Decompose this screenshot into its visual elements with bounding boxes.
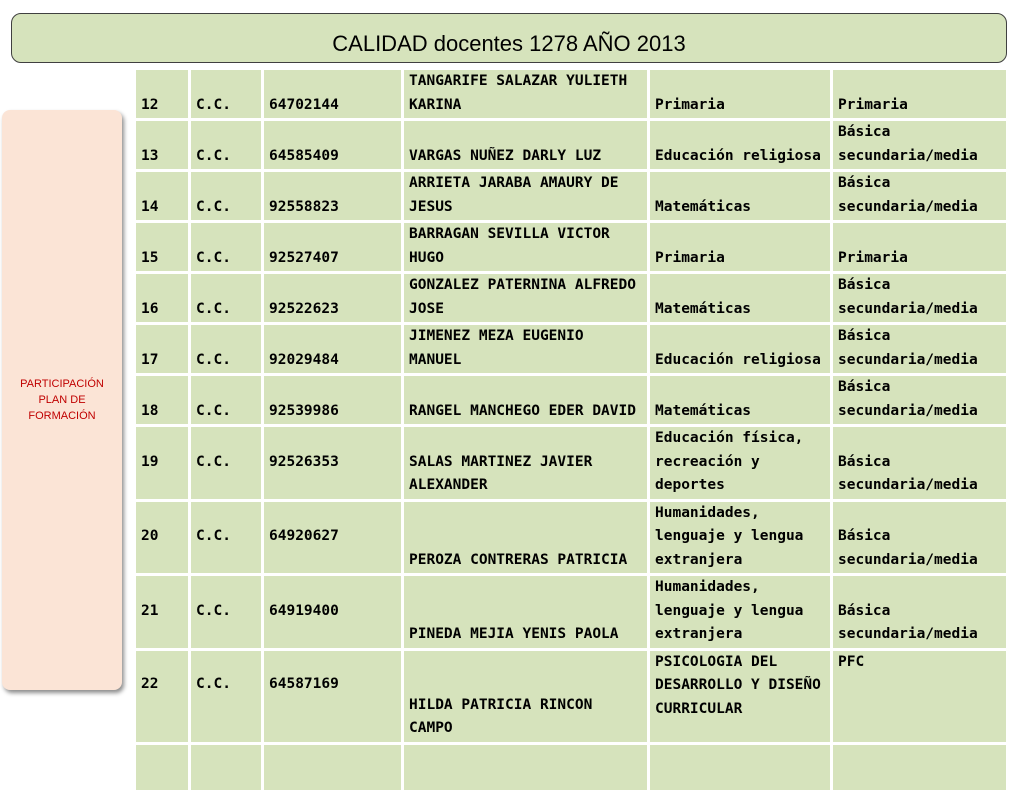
document-type: C.C. [190,222,263,273]
document-type: C.C. [190,273,263,324]
empty-cell [263,743,403,791]
teaching-area: Primaria [649,69,832,120]
table-row [135,120,1008,171]
document-number: 64919400 [263,575,403,650]
table-row [135,222,1008,273]
teaching-area: Educación física, recreación y deportes [649,426,832,501]
document-number: 64587169 [263,649,403,743]
document-type: C.C. [190,171,263,222]
document-type: C.C. [190,649,263,743]
teacher-name: TANGARIFE SALAZAR YULIETH KARINA [403,69,649,120]
title-bar [11,13,1007,63]
document-type: C.C. [190,69,263,120]
document-number: 92522623 [263,273,403,324]
document-type: C.C. [190,324,263,375]
document-type: C.C. [190,120,263,171]
table-row [135,500,1008,575]
education-level: Básica secundaria/media [832,273,1008,324]
table-row [135,575,1008,650]
row-number: 16 [135,273,190,324]
side-label: PARTICIPACIÓN PLAN DE FORMACIÓN [20,378,104,422]
document-number: 92527407 [263,222,403,273]
teaching-area: Educación religiosa [649,120,832,171]
row-number: 14 [135,171,190,222]
teacher-name: RANGEL MANCHEGO EDER DAVID [403,375,649,426]
teaching-area: Humanidades, lenguaje y lengua extranjera [649,500,832,575]
document-type: C.C. [190,426,263,501]
education-level: PFC [832,649,1008,743]
document-number: 92558823 [263,171,403,222]
education-level: Básica secundaria/media [832,500,1008,575]
teaching-area: Primaria [649,222,832,273]
teacher-name: HILDA PATRICIA RINCON CAMPO [403,649,649,743]
row-number: 19 [135,426,190,501]
education-level: Básica secundaria/media [832,120,1008,171]
teacher-name: JIMENEZ MEZA EUGENIO MANUEL [403,324,649,375]
row-number: 13 [135,120,190,171]
empty-cell [135,743,190,791]
teacher-name: PEROZA CONTRERAS PATRICIA [403,500,649,575]
table-row [135,375,1008,426]
row-number: 17 [135,324,190,375]
table-row [135,273,1008,324]
document-type: C.C. [190,500,263,575]
docentes-table [133,67,1009,793]
document-type: C.C. [190,375,263,426]
empty-cell [190,743,263,791]
document-type: C.C. [190,575,263,650]
education-level: Básica secundaria/media [832,375,1008,426]
education-level: Primaria [832,222,1008,273]
table-row [135,426,1008,501]
row-number: 18 [135,375,190,426]
empty-cell [649,743,832,791]
row-number: 21 [135,575,190,650]
education-level: Básica secundaria/media [832,324,1008,375]
page-title: CALIDAD docentes 1278 AÑO 2013 [332,31,686,56]
empty-cell [403,743,649,791]
document-number: 64920627 [263,500,403,575]
teaching-area: Matemáticas [649,273,832,324]
teacher-name: ARRIETA JARABA AMAURY DE JESUS [403,171,649,222]
document-number: 92539986 [263,375,403,426]
row-number: 12 [135,69,190,120]
teaching-area: Educación religiosa [649,324,832,375]
teaching-area: Matemáticas [649,375,832,426]
table-row [135,69,1008,120]
document-number: 92029484 [263,324,403,375]
teacher-name: GONZALEZ PATERNINA ALFREDO JOSE [403,273,649,324]
document-number: 64585409 [263,120,403,171]
teacher-name: BARRAGAN SEVILLA VICTOR HUGO [403,222,649,273]
table-row-empty [135,743,1008,791]
teacher-name: VARGAS NUÑEZ DARLY LUZ [403,120,649,171]
side-label-box [2,110,122,690]
document-number: 92526353 [263,426,403,501]
empty-cell [832,743,1008,791]
teaching-area: Humanidades, lenguaje y lengua extranjera [649,575,832,650]
table-row [135,649,1008,743]
table-row [135,171,1008,222]
teaching-area: PSICOLOGIA DEL DESARROLLO Y DISEÑO CURRICULAR [649,649,832,743]
teacher-name: PINEDA MEJIA YENIS PAOLA [403,575,649,650]
row-number: 20 [135,500,190,575]
teacher-name: SALAS MARTINEZ JAVIER ALEXANDER [403,426,649,501]
education-level: Primaria [832,69,1008,120]
education-level: Básica secundaria/media [832,426,1008,501]
row-number: 15 [135,222,190,273]
education-level: Básica secundaria/media [832,171,1008,222]
document-number: 64702144 [263,69,403,120]
education-level: Básica secundaria/media [832,575,1008,650]
row-number: 22 [135,649,190,743]
table-row [135,324,1008,375]
teaching-area: Matemáticas [649,171,832,222]
